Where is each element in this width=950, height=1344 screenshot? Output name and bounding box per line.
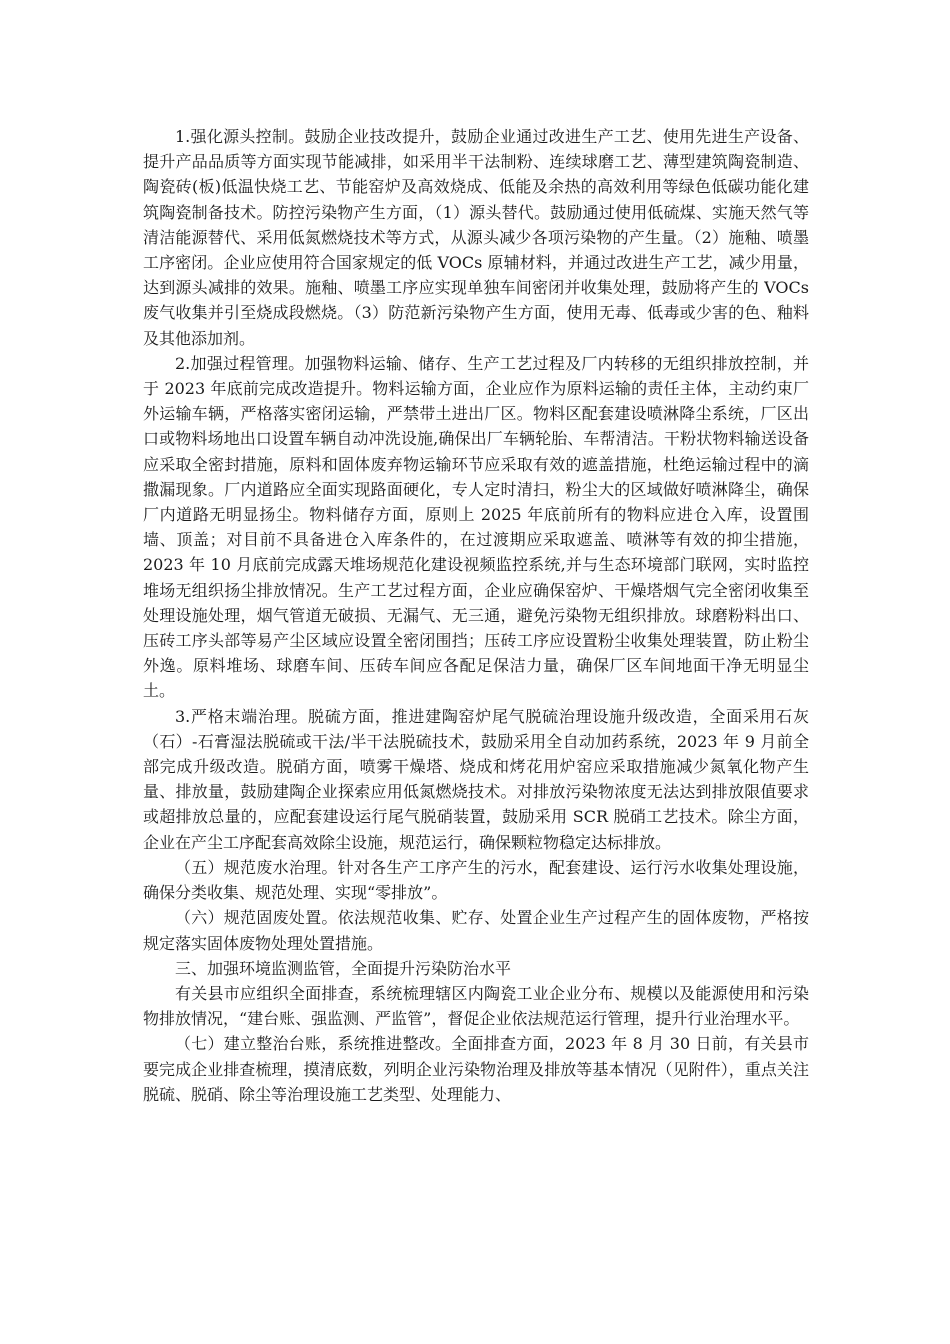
paragraph-source-control: 1.强化源头控制。鼓励企业技改提升，鼓励企业通过改进生产工艺、使用先进生产设备、提升产品品质等方面实现节能减排，如采用半干法制粉、连续球磨工艺、薄型建筑陶瓷制造、陶瓷砖(板)低温快烧工艺、节能窑炉及高效烧成、低能及余热的高效利用等绿色低碳功能化建筑陶瓷制备技术。防控污染物产生方面，（1）源头替代。鼓励通过使用低硫煤、实施天然气等清洁能源替代、采用低氮燃烧技术等方式，从源头减少各项污染物的产生量。（2）施釉、喷墨工序密闭。企业应使用符合国家规定的低 VOCs 原辅材料，并通过改进生产工艺，减少用量，达到源头减排的效果。施釉、喷墨工序应实现单独车间密闭并收集处理，鼓励将产生的 VOCs 废气收集并引至烧成段燃烧。（3）防范新污染物产生方面，使用无毒、低毒或少害的色、釉料及其他添加剂。 <box>143 127 809 348</box>
paragraph-process-management: 2.加强过程管理。加强物料运输、储存、生产工艺过程及厂内转移的无组织排放控制，并于 2023 年底前完成改造提升。物料运输方面，企业应作为原料运输的责任主体，主动约束厂外运输车辆，严格落实密闭运输，严禁带土进出厂区。物料区配套建设喷淋降尘系统，厂区出口或物料场地出口设置车辆自动冲洗设施,确保出厂车辆轮胎、车帮清洁。干粉状物料输送设备应采取全密封措施，原料和固体废弃物运输环节应采取有效的遮盖措施，杜绝运输过程中的滴撒漏现象。厂内道路应全面实现路面硬化，专人定时清扫，粉尘大的区域做好喷淋降尘，确保厂内道路无明显扬尘。物料储存方面，原则上 2025 年底前所有的物料应进仓入库，设置围墙、顶盖；对目前不具备进仓入库条件的，在过渡期应采取遮盖、喷淋等有效的抑尘措施，2023 年 10 月底前完成露天堆场规范化建设视频监控系统,并与生态环境部门联网，实时监控堆场无组织扬尘排放情况。生产工艺过程方面，企业应确保窑炉、干燥塔烟气完全密闭收集至处理设施处理，烟气管道无破损、无漏气、无三通，避免污染物无组织排放。球磨粉料出口、压砖工序头部等易产尘区域应设置全密闭围挡；压砖工序应设置粉尘收集处理装置，防止粉尘外逸。原料堆场、球磨车间、压砖车间应各配足保洁力量，确保厂区车间地面干净无明显尘土。 <box>143 353 809 701</box>
paragraph-rectification-ledger: （七）建立整治台账，系统推进整改。全面排查方面，2023 年 8 月 30 日前，有关县市要完成企业排查梳理，摸清底数，列明企业污染物治理及排放等基本情况（见附件），重点关注脱硫、脱硝、除尘等治理设施工艺类型、处理能力、 <box>143 1034 809 1104</box>
document-body <box>143 124 809 1107</box>
paragraph-solid-waste: （六）规范固废处置。依法规范收集、贮存、处置企业生产过程产生的固体废物，严格按规定落实固体废物处理处置措施。 <box>143 908 809 953</box>
paragraph-investigation: 有关县市应组织全面排查，系统梳理辖区内陶瓷工业企业分布、规模以及能源使用和污染物排放情况，“建台账、强监测、严监管”，督促企业依法规范运行管理，提升行业治理水平。 <box>143 983 809 1029</box>
paragraph-end-treatment: 3.严格末端治理。脱硫方面，推进建陶窑炉尾气脱硫治理设施升级改造，全面采用石灰（石）-石膏湿法脱硫或干法/半干法脱硫技术，鼓励采用全自动加药系统，2023 年 9 月前全部完成升级改造。脱硝方面，喷雾干燥塔、烧成和烤花用炉窑应采取措施减少氮氧化物产生量、排放量，鼓励建陶企业探索应用低氮燃烧技术。对排放污染物浓度无法达到排放限值要求或超排放总量的，应配套建设运行尾气脱硝装置，鼓励采用 SCR 脱硝工艺技术。除尘方面，企业在产尘工序配套高效除尘设施，规范运行，确保颗粒物稳定达标排放。 <box>143 706 809 852</box>
paragraph-wastewater: （五）规范废水治理。针对各生产工序产生的污水，配套建设、运行污水收集处理设施，确保分类收集、规范处理、实现“零排放”。 <box>143 857 809 903</box>
section-heading-monitoring: 三、加强环境监测监管，全面提升污染防治水平 <box>175 958 512 978</box>
